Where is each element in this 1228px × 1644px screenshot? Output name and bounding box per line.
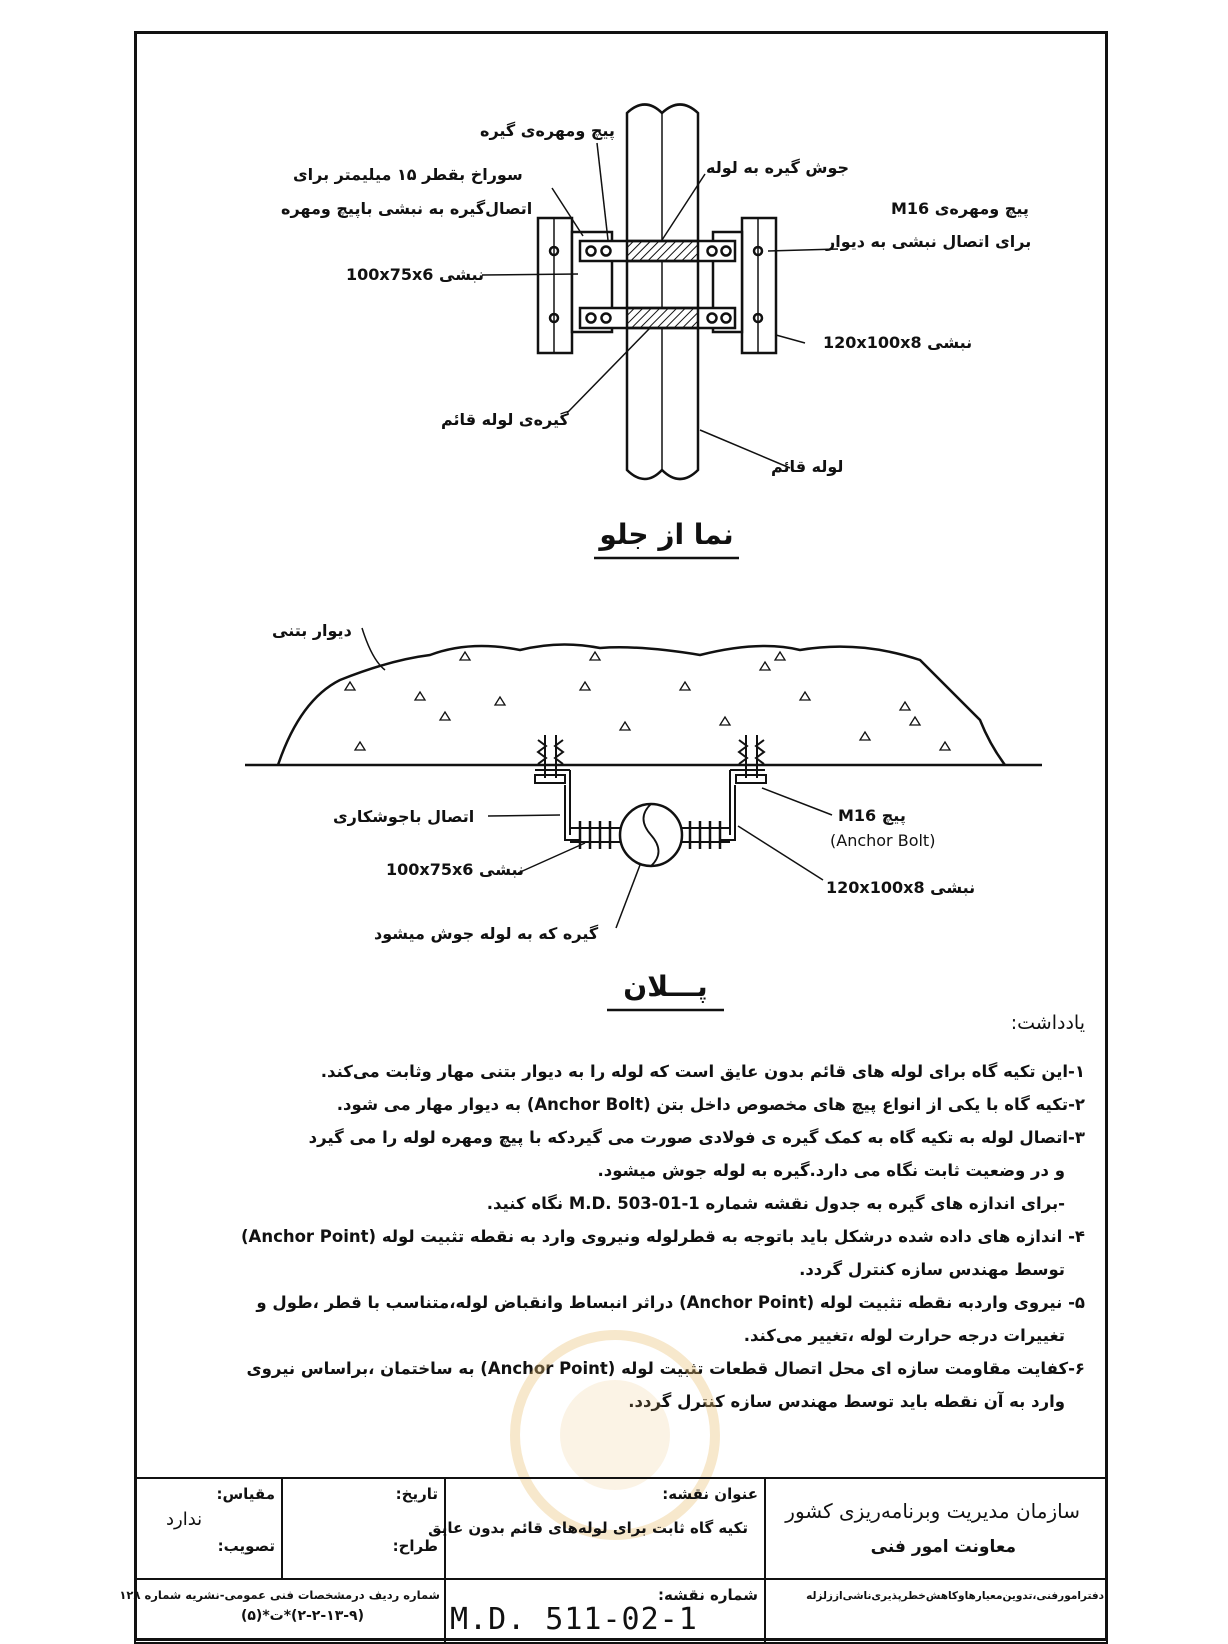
date-cell — [281, 1477, 446, 1580]
scale-value: ندارد — [166, 1509, 203, 1530]
front-view-title: نما از جلو — [599, 518, 734, 551]
note-line: ۲-تکیه گاه با یکی از انواع پیچ های مخصوص داخل بتن (Anchor Bolt) به دیوار مهار می شود. — [336, 1095, 1085, 1114]
left-angle-plate — [538, 218, 572, 353]
label-hole-line2: اتصال‌گیره به نبشی باپیچ ومهره — [281, 199, 533, 218]
org-line2: معاونت امور فنی — [870, 1537, 1016, 1557]
label-hole-line1: سوراخ بقطر ۱۵ میلیمتر برای — [293, 165, 523, 184]
office-cell — [764, 1578, 1108, 1644]
drawing-title-label: عنوان نقشه: — [662, 1485, 758, 1503]
label-clamp-welded: گیره که به لوله جوش میشود — [374, 924, 599, 943]
org-line1: سازمان مدیریت وبرنامه‌ریزی کشور — [785, 1499, 1080, 1523]
label-m16-line1: پیچ ومهره‌ی M16 — [891, 199, 1029, 218]
note-line: ۶-کفایت مقاومت سازه ای محل اتصال قطعات تثبیت لوله (Anchor Point) به ساختمان ،براساس نیروی — [246, 1359, 1085, 1378]
note-line: و در وضعیت ثابت نگاه می دارد.گیره به لوله جوش میشود. — [597, 1161, 1065, 1180]
notes-heading: یادداشت: — [1010, 1012, 1085, 1034]
note-line: -برای اندازه های گیره به جدول نقشه شماره M.D. 503-01-1 نگاه کنید. — [486, 1194, 1065, 1213]
note-line: تغییرات درجه حرارت لوله ،تغییر می‌کند. — [743, 1326, 1065, 1345]
spec-ref-line1: شماره ردیف درمشخصات فنی عمومی-نشریه شماره ۱۲۸ — [119, 1588, 440, 1602]
note-line: ۵- نیروی واردبه نقطه تثبیت لوله (Anchor Point) دراثر انبساط وانقباض لوله،متناسب با قطر ،طول و — [256, 1293, 1085, 1312]
concrete-aggregate — [345, 652, 950, 750]
concrete-wall — [278, 644, 1005, 765]
title-block — [119, 1477, 1108, 1644]
design-label: طراح: — [392, 1537, 438, 1555]
plan-view-title: پـــلان — [623, 970, 708, 1003]
label-angle-120-plan: نبشی 120x100x8 — [826, 878, 976, 897]
note-line: وارد به آن نقطه باید توسط مهندس سازه کنترل گردد. — [628, 1392, 1065, 1411]
scale-label: مقیاس: — [216, 1485, 275, 1503]
label-bolt-m16: پیچ M16 — [838, 806, 906, 825]
left-anchor-bolt — [535, 735, 565, 783]
label-vertical-clamp: گیره‌ی لوله قائم — [441, 410, 569, 429]
right-anchor-bolt — [736, 735, 766, 783]
label-m16-line2: برای اتصال نبشی به دیوار — [826, 232, 1032, 251]
label-vertical-pipe: لوله قائم — [771, 457, 844, 476]
scale-cell — [134, 1477, 283, 1580]
spec-ref-cell — [119, 1578, 446, 1644]
label-weld: جوش گیره به لوله — [706, 158, 850, 177]
label-angle-120-front: نبشی 120x100x8 — [823, 333, 973, 352]
drawing-number-cell — [444, 1578, 766, 1644]
label-angle-100-front: نبشی 100x75x6 — [346, 265, 485, 284]
note-line: ۱-این تکیه گاه برای لوله های قائم بدون عایق است که لوله را به دیوار بتنی مهار وثابت می‌کند. — [320, 1062, 1085, 1081]
note-line: ۳-اتصال لوله به تکیه گاه به کمک گیره ی فولادی صورت می گیردکه با پیچ ومهره لوله را می گیرد — [308, 1128, 1085, 1147]
date-label: تاریخ: — [395, 1485, 438, 1503]
label-anchor-bolt: (Anchor Bolt) — [830, 831, 936, 850]
label-bolt-nut-clamp: پیچ ومهره‌ی گیره — [480, 121, 615, 140]
label-weld-connection: اتصال باجوشکاری — [333, 807, 475, 826]
left-angle-bracket — [535, 770, 580, 840]
organization-cell — [764, 1477, 1108, 1580]
spec-ref-line2: (۲-۲-۱۳-۹)*ت*(۵) — [240, 1608, 364, 1624]
drawing-title-cell — [428, 1477, 766, 1580]
drawing-number-label: شماره نقشه: — [658, 1586, 758, 1604]
label-concrete-wall: دیوار بتنی — [272, 621, 352, 640]
drawing-title: تکیه گاه ثابت برای لوله‌های قائم بدون عایق — [428, 1519, 748, 1537]
drawing-number: M.D. 511-02-1 — [450, 1602, 698, 1637]
right-angle-plate — [742, 218, 776, 353]
label-angle-100-plan: نبشی 100x75x6 — [386, 860, 525, 879]
office-text: دفترامورفنی،تدوین‌معیارهاوکاهش‌خطرپذیری‌ناشی‌اززلزله — [806, 1590, 1104, 1602]
note-line: توسط مهندس سازه کنترل گردد. — [799, 1260, 1065, 1279]
approval-label: تصویب: — [217, 1537, 275, 1555]
note-line: ۴- اندازه های داده شده درشکل باید باتوجه به قطرلوله ونیروی وارد به نقطه تثبیت لوله (Anchor Point) — [241, 1227, 1085, 1246]
